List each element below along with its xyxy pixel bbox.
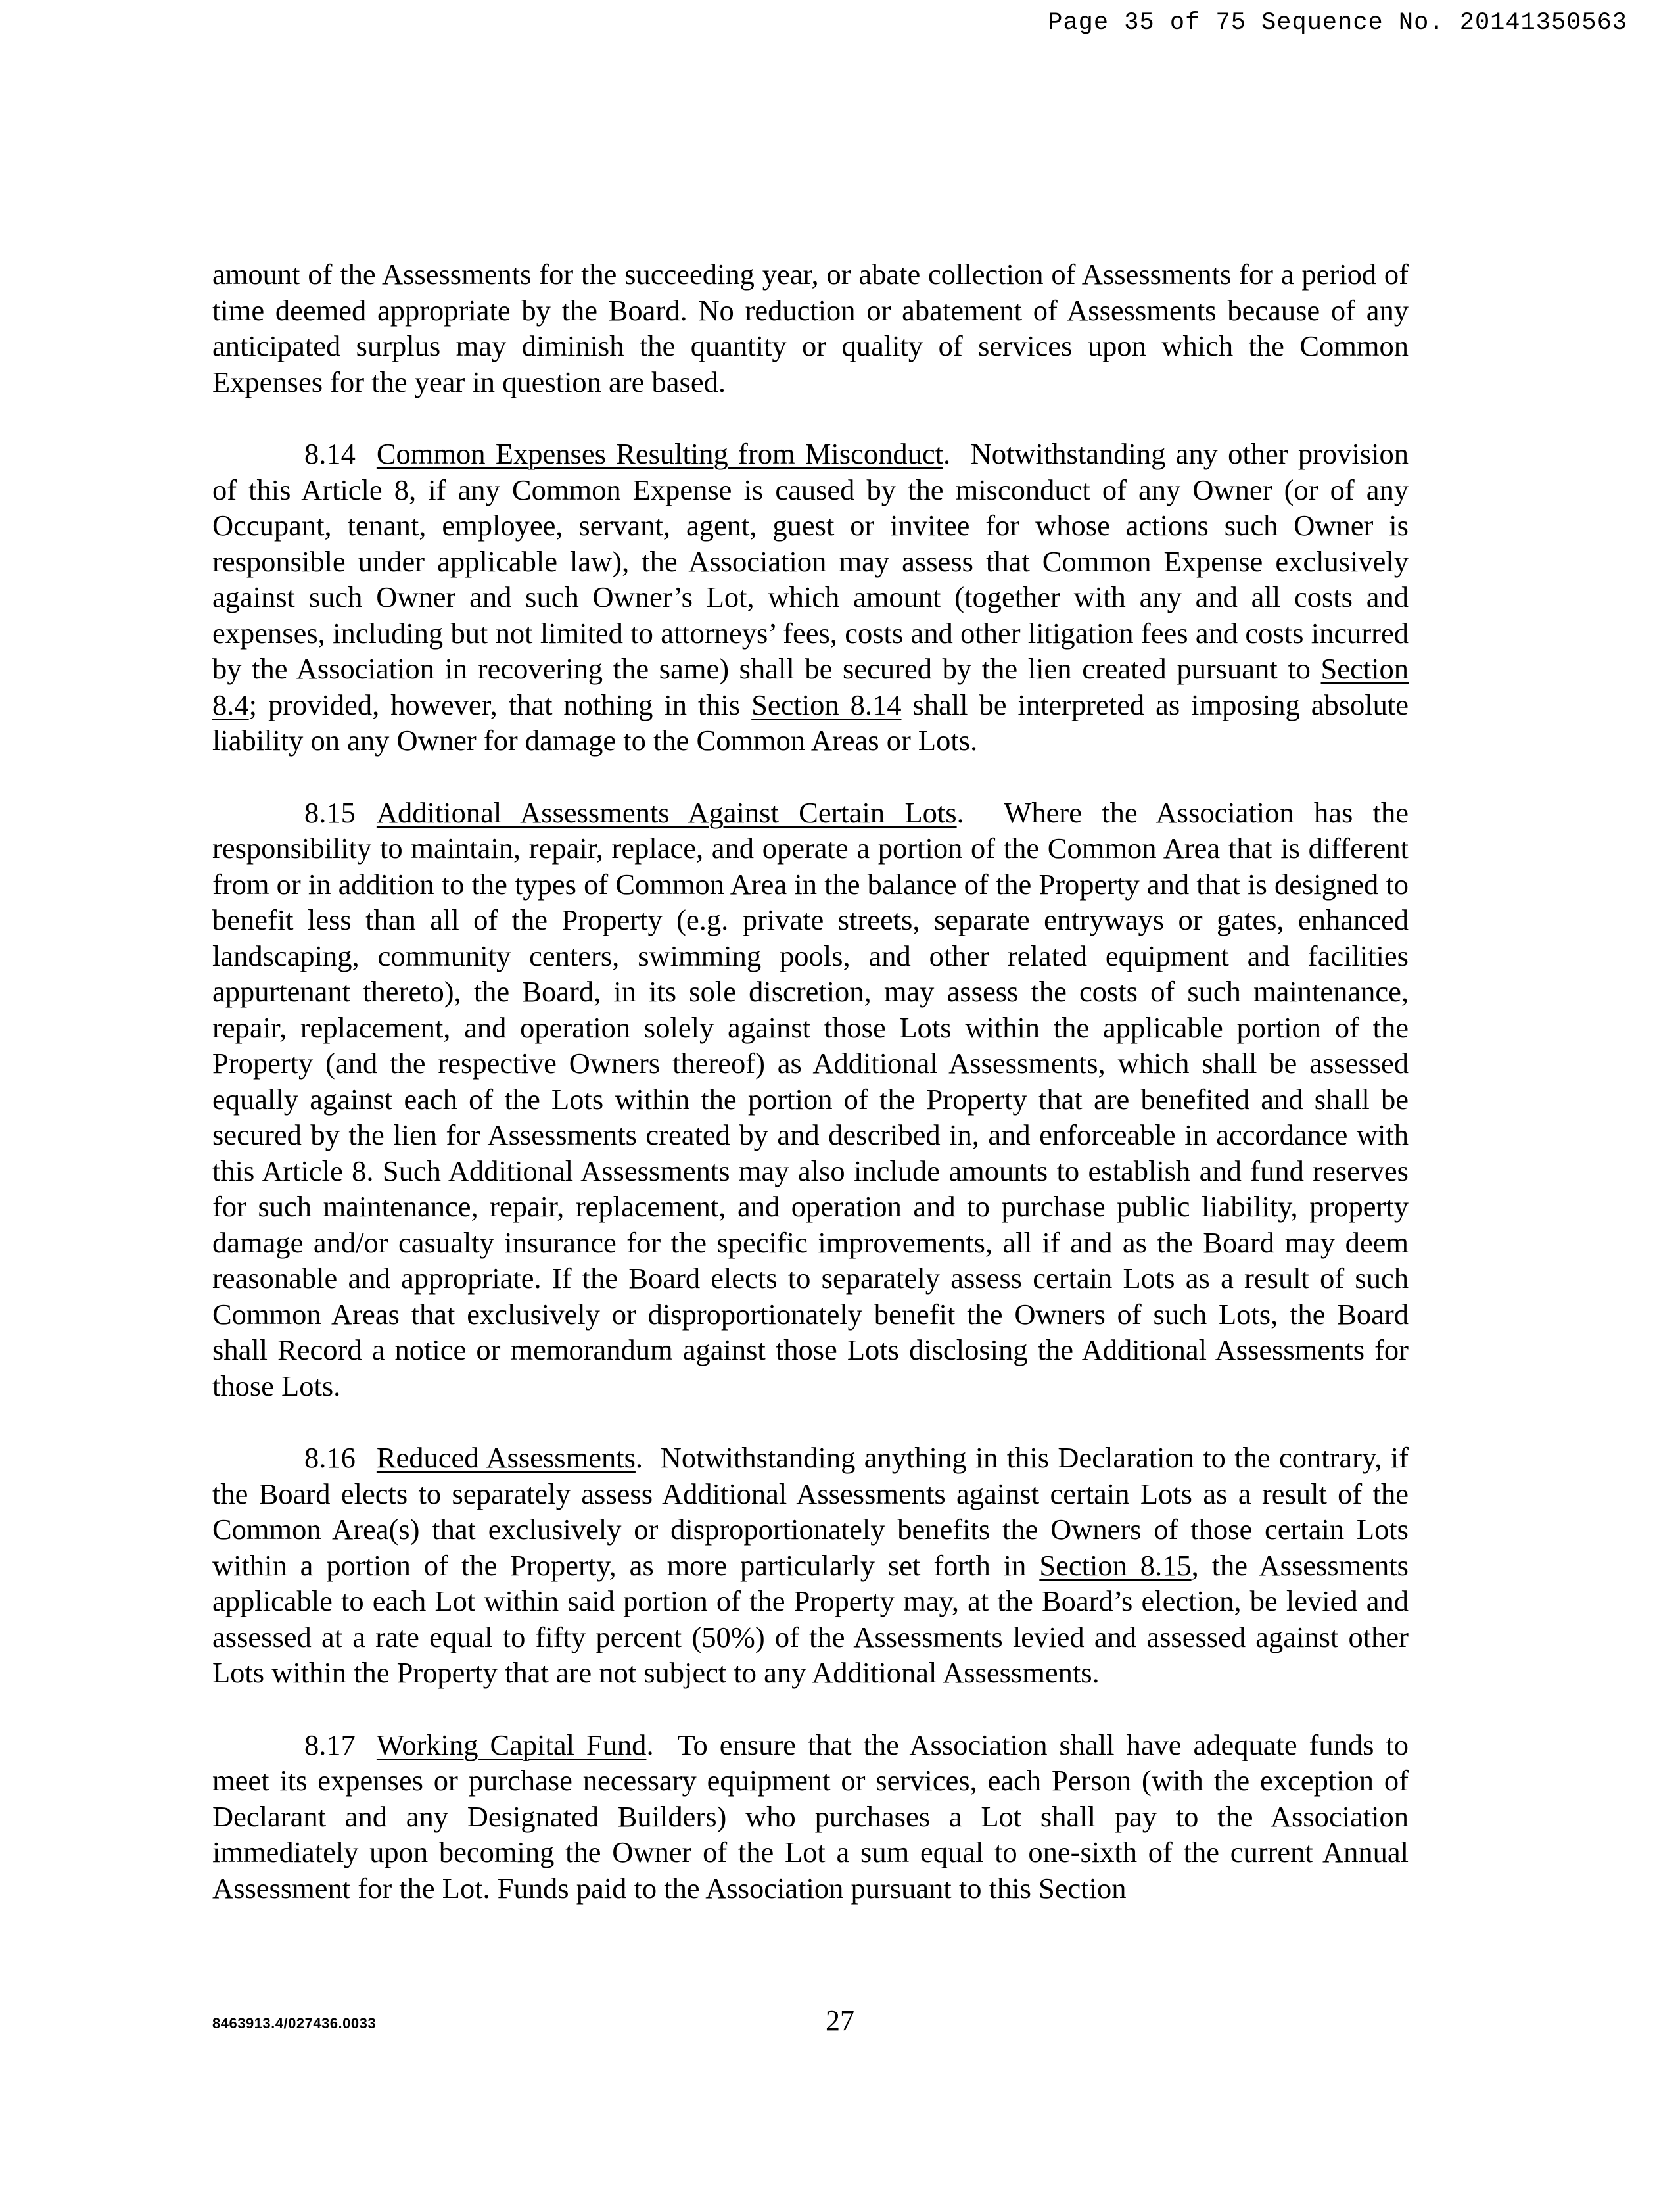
section-8-15: 8.15 Additional Assessments Against Certain Lots. Where the Association has the responsibility to maintain, repair, replace, and operate a portion of the Common Area that is different from or in addition to the types of Common Area in the balance of the Property and that is designed to benefit less than all of the Property (e.g. private streets, separate entryways or gates, enhanced landscaping, community centers, swimming pools, and other related equipment and facilities appurtenant thereto), the Board, in its sole discretion, may assess the costs of such maintenance, repair, replacement, and operation solely against those Lots within the applicable portion of the Property (and the respective Owners thereof) as Additional Assessments, which shall be assessed equally against each of the Lots within the portion of the Property that are benefited and shall be secured by the lien for Assessments created by and described in, and enforceable in accordance with this Article 8. Such Additional Assessments may also include amounts to establish and fund reserves for such maintenance, repair, replacement, and operation and to purchase public liability, property damage and/or casualty insurance for the specific improvements, all if and as the Board may deem reasonable and appropriate. If the Board elects to separately assess certain Lots as a result of such Common Areas that exclusively or disproportionately benefit the Owners of such Lots, the Board shall Record a notice or memorandum against those Lots disclosing the Additional Assessments for those Lots. <box>212 796 1409 1402</box>
section-text: Notwithstanding anything in this Declaration to the contrary, if the Board elects to separately assess Additional Assessments against certain Lots as a result of the Common Area(s) that exclusively or disproportionately benefits the Owners of those certain Lots within a portion of the Property, as more particularly set forth in <box>212 1441 1409 1582</box>
section-text: Notwithstanding any other provision of this Article 8, if any Common Expense is caused by the misconduct of any Owner (or of any Occupant, tenant, employee, servant, agent, guest or invitee for whose actions such Owner is responsible under applicable law), the Association may assess that Common Expense exclusively against such Owner and such Owner’s Lot, which amount (together with any and all costs and expenses, including but not limited to attorneys’ fees, costs and other litigation fees and costs incurred by the Association in recovering the same) shall be secured by the lien created pursuant to <box>212 437 1409 685</box>
section-title: Common Expenses Resulting from Misconduct <box>376 437 943 470</box>
section-text: To ensure that the Association shall have adequate funds to meet its expenses or purchase necessary equipment or services, each Person (with the exception of Declarant and any Designated Builders) who purchases a Lot shall pay to the Association immediately upon becoming the Owner of the Lot a sum equal to one-sixth of the current Annual Assessment for the Lot. Funds paid to the Association pursuant to this Section <box>212 1728 1409 1905</box>
section-number: 8.14 <box>304 437 356 470</box>
section-reference: Section 8.4 <box>212 652 1409 721</box>
section-text: ; provided, however, that nothing in this <box>248 688 741 721</box>
section-8-14: 8.14 Common Expenses Resulting from Misconduct. Notwithstanding any other provision of this Article 8, if any Common Expense is caused by the misconduct of any Owner (or of any Occupant, tenant, employee, servant, agent, guest or invitee for whose actions such Owner is responsible under applicable law), the Association may assess that Common Expense exclusively against such Owner and such Owner’s Lot, which amount (together with any and all costs and expenses, including but not limited to attorneys’ fees, costs and other litigation fees and costs incurred by the Association in recovering the same) shall be secured by the lien created pursuant to Section 8.4; provided, however, that nothing in this Section 8.14 shall be interpreted as imposing absolute liability on any Owner for damage to the Common Areas or Lots. <box>212 437 1409 757</box>
section-title: Additional Assessments Against Certain Lots <box>376 796 957 829</box>
section-8-16: 8.16 Reduced Assessments. Notwithstanding anything in this Declaration to the contrary, if the Board elects to separately assess Additional Assessments against certain Lots as a result of the Common Area(s) that exclusively or disproportionately benefits the Owners of those certain Lots within a portion of the Property, as more particularly set forth in Section 8.15, the Assessments applicable to each Lot within said portion of the Property may, at the Board’s election, be levied and assessed at a rate equal to fifty percent (50%) of the Assessments levied and assessed against other Lots within the Property that are not subject to any Additional Assessments. <box>212 1441 1409 1689</box>
document-id: 8463913.4/027436.0033 <box>212 2015 377 2032</box>
page-number: 27 <box>826 2005 854 2037</box>
section-number: 8.16 <box>304 1441 356 1474</box>
section-title: Working Capital Fund <box>376 1728 647 1761</box>
section-8-17: 8.17 Working Capital Fund. To ensure that the Association shall have adequate funds to meet its expenses or purchase necessary equipment or services, each Person (with the exception of Declarant and any Designated Builders) who purchases a Lot shall pay to the Association immediately upon becoming the Owner of the Lot a sum equal to one-sixth of the current Annual Assessment for the Lot. Funds paid to the Association pursuant to this Section <box>212 1728 1409 1905</box>
section-number: 8.17 <box>304 1728 356 1761</box>
section-title: Reduced Assessments <box>376 1441 636 1474</box>
page-header: Page 35 of 75 Sequence No. 20141350563 <box>1048 9 1627 37</box>
document-body <box>212 256 1409 1942</box>
section-text: shall be interpreted as imposing absolute liability on any Owner for damage to the Common Areas or Lots. <box>212 688 1409 757</box>
section-reference: Section 8.14 <box>751 688 902 721</box>
section-reference: Section 8.15 <box>1039 1548 1192 1582</box>
section-number: 8.15 <box>304 796 356 829</box>
section-text: , the Assessments applicable to each Lot within said portion of the Property may, at the Board’s election, be levied and assessed at a rate equal to fifty percent (50%) of the Assessments levied and assessed against other Lots within the Property that are not subject to any Additional Assessments. <box>212 1548 1409 1689</box>
continuation-paragraph: amount of the Assessments for the succeeding year, or abate collection of Assessments for a period of time deemed appropriate by the Board. No reduction or abatement of Assessments because of any anticipated surplus may diminish the quantity or quality of services upon which the Common Expenses for the year in question are based. <box>212 258 1409 398</box>
section-text: Where the Association has the responsibility to maintain, repair, replace, and operate a portion of the Common Area that is different from or in addition to the types of Common Area in the balance of the Property and that is designed to benefit less than all of the Property (e.g. private streets, separate entryways or gates, enhanced landscaping, community centers, swimming pools, and other related equipment and facilities appurtenant thereto), the Board, in its sole discretion, may assess the costs of such maintenance, repair, replacement, and operation solely against those Lots within the applicable portion of the Property (and the respective Owners thereof) as Additional Assessments, which shall be assessed equally against each of the Lots within the portion of the Property that are benefited and shall be secured by the lien for Assessments created by and described in, and enforceable in accordance with this Article 8. Such Additional Assessments may also include amounts to establish and fund reserves for such maintenance, repair, replacement, and operation and to purchase public liability, property damage and/or casualty insurance for the specific improvements, all if and as the Board may deem reasonable and appropriate. If the Board elects to separately assess certain Lots as a result of such Common Areas that exclusively or disproportionately benefit the Owners of such Lots, the Board shall Record a notice or memorandum against those Lots disclosing the Additional Assessments for those Lots. <box>212 796 1409 1402</box>
